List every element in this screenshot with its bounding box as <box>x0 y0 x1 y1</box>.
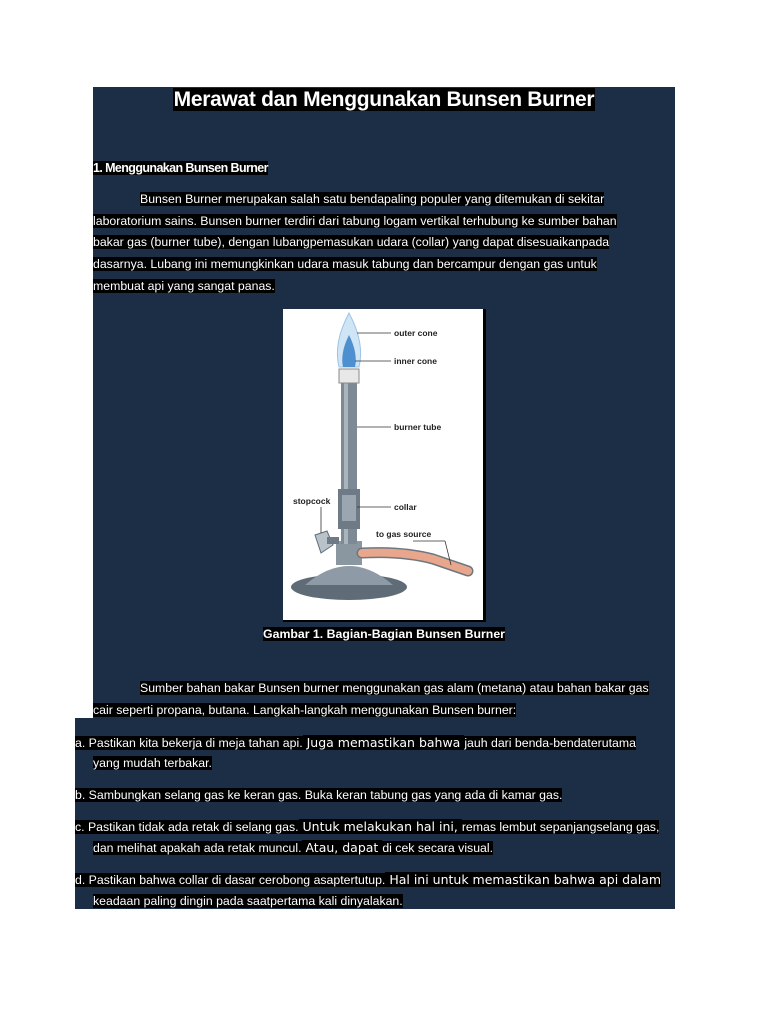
gas-hose <box>362 553 468 571</box>
figure-caption: Gambar 1. Bagian-Bagian Bunsen Burner <box>263 627 505 641</box>
label-inner-cone: inner cone <box>394 356 437 366</box>
label-gas-source: to gas source <box>376 529 432 539</box>
label-stopcock: stopcock <box>293 496 331 506</box>
label-burner-tube: burner tube <box>394 422 442 432</box>
label-collar: collar <box>394 502 417 512</box>
tube-top <box>339 369 359 383</box>
section-heading: 1. Menggunakan Bunsen Burner <box>93 161 268 175</box>
stopcock-stem <box>327 537 339 544</box>
collar-window <box>342 495 356 521</box>
burner-base-dome <box>305 566 393 585</box>
page-title: Merawat dan Menggunakan Bunsen Burner <box>173 88 595 111</box>
bunsen-burner-figure <box>283 309 486 622</box>
label-outer-cone: outer cone <box>394 328 438 338</box>
bunsen-burner-diagram <box>283 309 483 620</box>
